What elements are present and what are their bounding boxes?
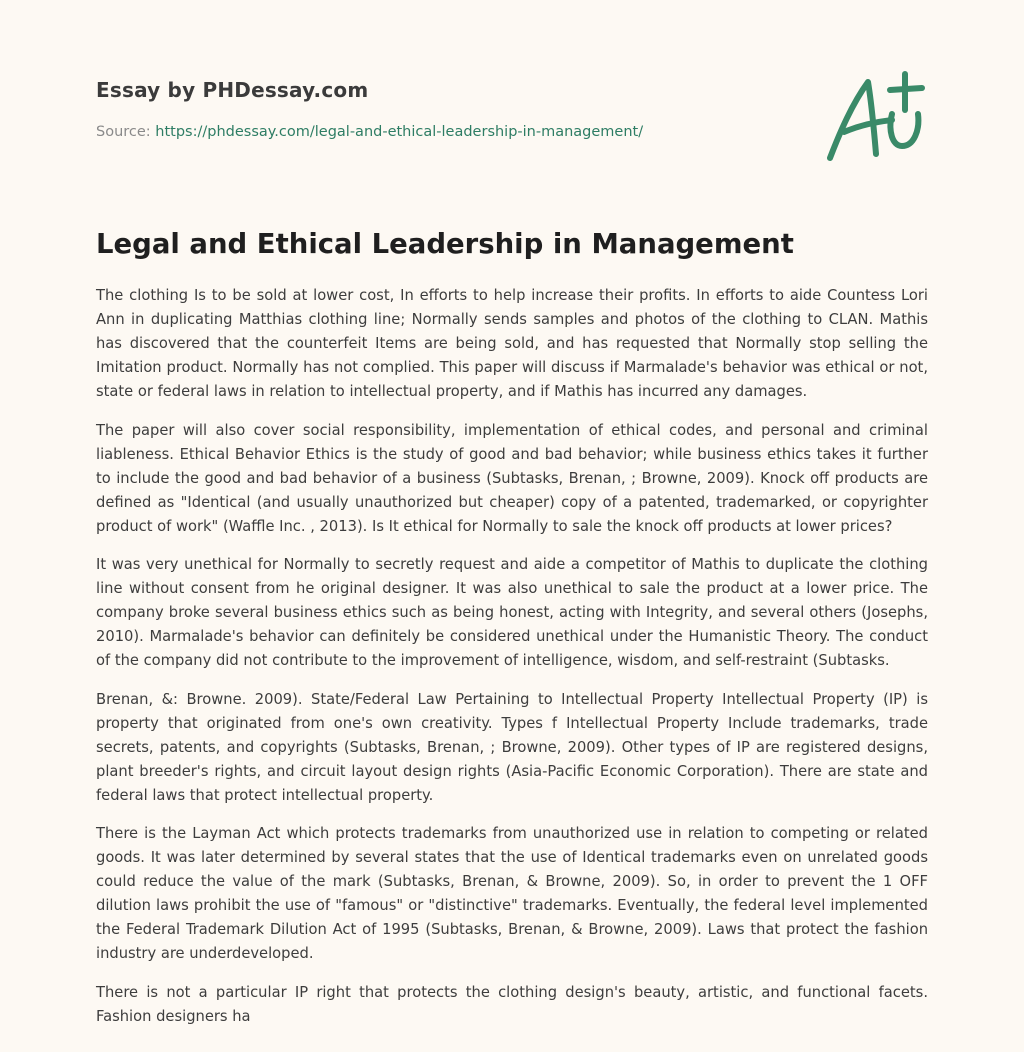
a-plus-logo-icon (822, 66, 928, 166)
source-link[interactable]: https://phdessay.com/legal-and-ethical-leadership-in-management/ (155, 124, 644, 140)
header (96, 0, 928, 200)
paragraph-6: There is not a particular IP right that protects the clothing design's beauty, artistic, and functional facets. Fashion designers ha (96, 983, 928, 1025)
document-page (96, 0, 928, 1025)
paragraph-2: The paper will also cover social responsibility, implementation of ethical codes, and personal and criminal liableness. Ethical Behavior Ethics is the study of good and bad behavior; while business ethics takes it further to include the good and bad behavior of a business (Subtasks, Brenan, ; Browne, 2009). Knock off products are defined as "Identical (and usually unauthorized but cheaper) copy of a patented, trademarked, or copyrighter product of work" (Waffle Inc. , 2013). Is It ethical for Normally to sale the knock off products at lower prices? (96, 421, 928, 535)
paragraph-3: It was very unethical for Normally to secretly request and aide a competitor of Mathis to duplicate the clothing line without consent from he original designer. It was also unethical to sale the product at a lower price. The company broke several business ethics such as being honest, acting with Integrity, and several others (Josephs, 2010). Marmalade's behavior can definitely be considered unethical under the Humanistic Theory. The conduct of the company did not contribute to the improvement of intelligence, wisdom, and self-restraint (Subtasks. (96, 556, 928, 669)
page-title: Legal and Ethical Leadership in Management (96, 228, 794, 260)
paragraph-5: There is the Layman Act which protects trademarks from unauthorized use in relation to competing or related goods. It was later determined by several states that the use of Identical trademarks even on unrelated goods could reduce the value of the mark (Subtasks, Brenan, & Browne, 2009). So, in order to prevent the 1 OFF dilution laws prohibit the use of "famous" or "distinctive" trademarks. Eventually, the federal level implemented the Federal Trademark Dilution Act of 1995 (Subtasks, Brenan, & Browne, 2009). Laws that protect the fashion industry are underdeveloped. (96, 825, 928, 962)
article-body (96, 284, 928, 1043)
paragraph-4: Brenan, &: Browne. 2009). State/Federal Law Pertaining to Intellectual Property Intellectual Property (IP) is property that originated from one's own creativity. Types f Intellectual Property Include trademarks, trade secrets, patents, and copyrights (Subtasks, Brenan, ; Browne, 2009). Other types of IP are registered designs, plant breeder's rights, and circuit layout design rights (Asia-Pacific Economic Corporation). There are state and federal laws that protect intellectual property. (96, 690, 928, 804)
paragraph-1: The clothing Is to be sold at lower cost, In efforts to help increase their profits. In efforts to aide Countess Lori Ann in duplicating Matthias clothing line; Normally sends samples and photos of the clothing to CLAN. Mathis has discovered that the counterfeit Items are being sold, and has requested that Normally stop selling the Imitation product. Normally has not complied. This paper will discuss if Marmalade's behavior was ethical or not, state or federal laws in relation to intellectual property, and if Mathis has incurred any damages. (96, 287, 928, 400)
brand-title: Essay by PHDessay.com (96, 78, 369, 102)
source-line (96, 124, 643, 140)
source-label: Source: (96, 124, 156, 140)
